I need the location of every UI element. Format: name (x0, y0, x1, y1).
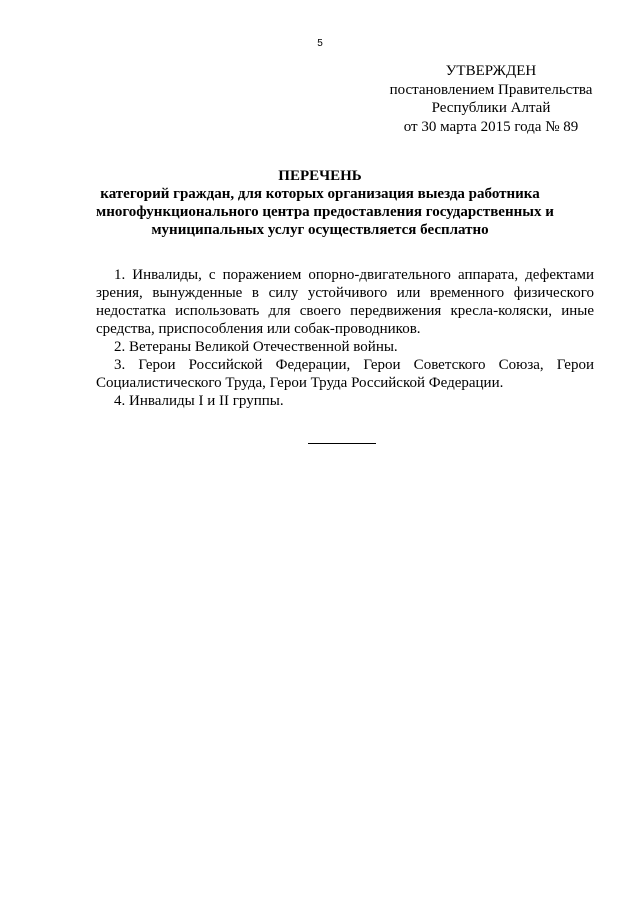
list-item: 4. Инвалиды I и II группы. (114, 393, 284, 409)
list-body (96, 266, 594, 410)
approval-line-approved: УТВЕРЖДЕН (445, 63, 537, 79)
list-item: 2. Ветераны Великой Отечественной войны. (114, 339, 398, 355)
list-item: 3. Герои Российской Федерации, Герои Советского Союза, Герои Социалистического Труда, Герои Труда Российской Федерации. (96, 357, 594, 391)
document-title (96, 167, 554, 239)
approval-line-resolution: постановлением Правительства (389, 81, 593, 98)
title-line-3: муниципальных услуг осуществляется бесплатно (151, 222, 489, 238)
title-heading: ПЕРЕЧЕНЬ (278, 168, 362, 184)
end-divider (308, 443, 376, 444)
page-number: 5 (317, 38, 323, 49)
title-line-1: категорий граждан, для которых организация выезда работника (100, 186, 540, 202)
approval-line-republic: Республики Алтай (431, 100, 551, 116)
list-item: 1. Инвалиды, с поражением опорно-двигательного аппарата, дефектами зрения, вынужденные в силу устойчивого или временного физического недостатка использовать для своего передвижения кресла-коляски, иные средства, приспособления или собак-проводников. (96, 267, 594, 337)
title-line-2: многофункционального центра предоставления государственных и (96, 204, 554, 220)
approval-stamp (382, 62, 600, 136)
approval-line-date: от 30 марта 2015 года № 89 (403, 118, 579, 135)
